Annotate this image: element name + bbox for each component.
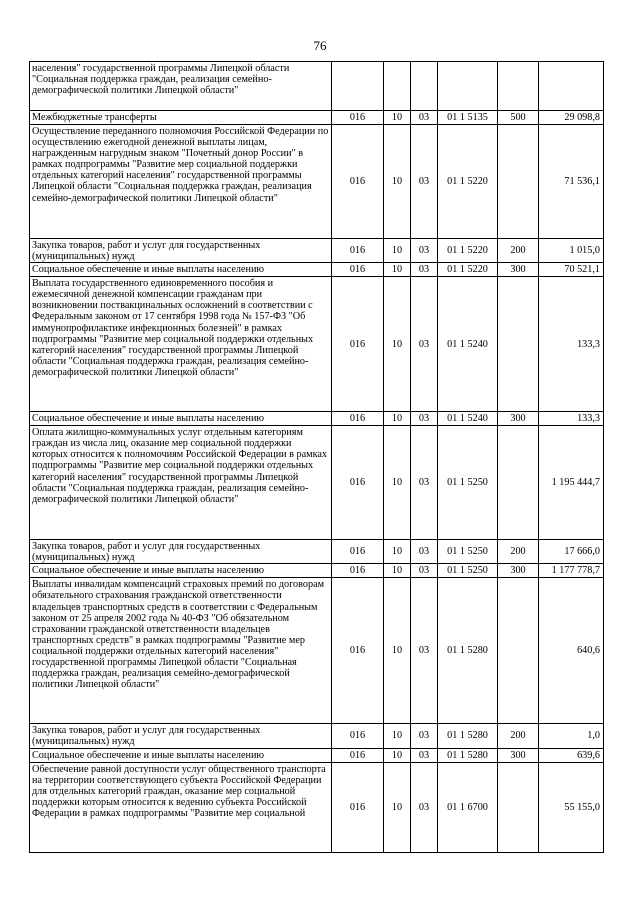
table-row (30, 412, 604, 426)
amount-cell: 1 195 444,7 (539, 426, 604, 540)
target-article-cell: 01 1 5250 (438, 540, 498, 564)
expense-type-cell (498, 62, 539, 111)
table-row (30, 724, 604, 748)
target-article-cell: 01 1 5250 (438, 426, 498, 540)
expense-type-cell: 300 (498, 564, 539, 578)
expense-type-cell (498, 277, 539, 412)
section-code-cell: 10 (384, 564, 411, 578)
target-article-cell: 01 1 5280 (438, 748, 498, 762)
section-code-cell: 10 (384, 263, 411, 277)
section-code-cell: 10 (384, 426, 411, 540)
table-row (30, 62, 604, 111)
table-row (30, 564, 604, 578)
expense-type-cell: 200 (498, 540, 539, 564)
row-name-cell: Социальное обеспечение и иные выплаты населению (30, 412, 332, 426)
table-row (30, 111, 604, 125)
row-name-cell: населения" государственной программы Липецкой области "Социальная поддержка граждан, реализация семейно-демографической политики Липецкой области" (30, 62, 332, 111)
table-row (30, 125, 604, 239)
ministry-code-cell: 016 (332, 564, 384, 578)
section-code-cell (384, 62, 411, 111)
row-name-cell: Социальное обеспечение и иные выплаты населению (30, 748, 332, 762)
subsection-code-cell: 03 (411, 762, 438, 852)
section-code-cell: 10 (384, 277, 411, 412)
amount-cell: 1 177 778,7 (539, 564, 604, 578)
row-name-cell: Закупка товаров, работ и услуг для государственных (муниципальных) нужд (30, 540, 332, 564)
ministry-code-cell (332, 62, 384, 111)
ministry-code-cell: 016 (332, 111, 384, 125)
ministry-code-cell: 016 (332, 540, 384, 564)
target-article-cell: 01 1 5220 (438, 125, 498, 239)
ministry-code-cell: 016 (332, 748, 384, 762)
table-row (30, 540, 604, 564)
expense-type-cell (498, 125, 539, 239)
subsection-code-cell: 03 (411, 125, 438, 239)
row-name-cell: Оплата жилищно-коммунальных услуг отдельным категориям граждан из числа лиц, оказание мер социальной поддержки которых относится к полномочиям Российской Федерации в рамках подпрограммы "Развитие мер социальной поддержки отдельных категорий населения" государственной программы Липецкой области "Социальная поддержка граждан, реализация семейно-демографической политики Липецкой области" (30, 426, 332, 540)
section-code-cell: 10 (384, 748, 411, 762)
subsection-code-cell: 03 (411, 412, 438, 426)
ministry-code-cell: 016 (332, 762, 384, 852)
target-article-cell: 01 1 5240 (438, 277, 498, 412)
ministry-code-cell: 016 (332, 578, 384, 724)
table-row (30, 578, 604, 724)
ministry-code-cell: 016 (332, 239, 384, 263)
expense-type-cell (498, 426, 539, 540)
row-name-cell: Межбюджетные трансферты (30, 111, 332, 125)
target-article-cell: 01 1 5280 (438, 578, 498, 724)
table-row (30, 277, 604, 412)
row-name-cell: Закупка товаров, работ и услуг для государственных (муниципальных) нужд (30, 239, 332, 263)
subsection-code-cell (411, 62, 438, 111)
ministry-code-cell: 016 (332, 277, 384, 412)
amount-cell: 17 666,0 (539, 540, 604, 564)
target-article-cell: 01 1 5240 (438, 412, 498, 426)
section-code-cell: 10 (384, 125, 411, 239)
amount-cell: 1,0 (539, 724, 604, 748)
expense-type-cell (498, 762, 539, 852)
target-article-cell: 01 1 5135 (438, 111, 498, 125)
subsection-code-cell: 03 (411, 239, 438, 263)
amount-cell: 70 521,1 (539, 263, 604, 277)
expense-type-cell: 300 (498, 263, 539, 277)
expense-type-cell: 300 (498, 412, 539, 426)
amount-cell: 1 015,0 (539, 239, 604, 263)
table-row (30, 762, 604, 852)
ministry-code-cell: 016 (332, 724, 384, 748)
subsection-code-cell: 03 (411, 277, 438, 412)
target-article-cell: 01 1 5220 (438, 263, 498, 277)
ministry-code-cell: 016 (332, 263, 384, 277)
row-name-cell: Выплата государственного единовременного пособия и ежемесячной денежной компенсации гражданам при возникновении поствакцинальных осложнений в соответствии с Федеральным законом от 17 сентября 1998 года № 157-ФЗ "Об иммунопрофилактике инфекционных болезней" в рамках подпрограммы "Развитие мер социальной поддержки отдельных категорий населения" государственной программы Липецкой области "Социальная поддержка граждан, реализация семейно-демографической политики Липецкой области" (30, 277, 332, 412)
table-row (30, 426, 604, 540)
expense-type-cell (498, 578, 539, 724)
amount-cell: 133,3 (539, 412, 604, 426)
subsection-code-cell: 03 (411, 111, 438, 125)
row-name-cell: Социальное обеспечение и иные выплаты населению (30, 564, 332, 578)
subsection-code-cell: 03 (411, 564, 438, 578)
expense-type-cell: 300 (498, 748, 539, 762)
subsection-code-cell: 03 (411, 724, 438, 748)
row-name-cell: Осуществление переданного полномочия Российской Федерации по осуществлению ежегодной денежной выплаты лицам, награжденным нагрудным знаком "Почетный донор России" в рамках подпрограммы "Развитие мер социальной поддержки отдельных категорий населения" государственной программы Липецкой области "Социальная поддержка граждан, реализация семейно-демографической политики Липецкой области" (30, 125, 332, 239)
row-name-cell: Обеспечение равной доступности услуг общественного транспорта на территории соответствующего субъекта Российской Федерации для отдельных категорий граждан, оказание мер социальной поддержки которым относится к ведению субъекта Российской Федерации в рамках подпрограммы "Развитие мер социальной (30, 762, 332, 852)
amount-cell: 639,6 (539, 748, 604, 762)
target-article-cell: 01 1 5220 (438, 239, 498, 263)
subsection-code-cell: 03 (411, 748, 438, 762)
target-article-cell (438, 62, 498, 111)
row-name-cell: Социальное обеспечение и иные выплаты населению (30, 263, 332, 277)
expense-type-cell: 200 (498, 239, 539, 263)
expense-type-cell: 500 (498, 111, 539, 125)
ministry-code-cell: 016 (332, 125, 384, 239)
section-code-cell: 10 (384, 111, 411, 125)
target-article-cell: 01 1 6700 (438, 762, 498, 852)
amount-cell: 71 536,1 (539, 125, 604, 239)
subsection-code-cell: 03 (411, 263, 438, 277)
row-name-cell: Выплаты инвалидам компенсаций страховых премий по договорам обязательного страхования гражданской ответственности владельцев транспортных средств в соответствии с Федеральным законом от 25 апреля 2002 года № 40-ФЗ "Об обязательном страховании гражданской ответственности владельцев транспортных средств" в рамках подпрограммы "Развитие мер социальной поддержки отдельных категорий населения" государственной программы Липецкой области "Социальная поддержка граждан, реализация семейно-демографической политики Липецкой области" (30, 578, 332, 724)
amount-cell: 55 155,0 (539, 762, 604, 852)
section-code-cell: 10 (384, 762, 411, 852)
section-code-cell: 10 (384, 578, 411, 724)
section-code-cell: 10 (384, 239, 411, 263)
table-row (30, 239, 604, 263)
subsection-code-cell: 03 (411, 426, 438, 540)
target-article-cell: 01 1 5280 (438, 724, 498, 748)
amount-cell: 29 098,8 (539, 111, 604, 125)
page-number: 76 (313, 38, 327, 53)
row-name-cell: Закупка товаров, работ и услуг для государственных (муниципальных) нужд (30, 724, 332, 748)
amount-cell: 640,6 (539, 578, 604, 724)
expense-type-cell: 200 (498, 724, 539, 748)
subsection-code-cell: 03 (411, 578, 438, 724)
subsection-code-cell: 03 (411, 540, 438, 564)
ministry-code-cell: 016 (332, 412, 384, 426)
budget-table (29, 61, 604, 853)
amount-cell: 133,3 (539, 277, 604, 412)
table-row (30, 748, 604, 762)
table-row (30, 263, 604, 277)
section-code-cell: 10 (384, 412, 411, 426)
ministry-code-cell: 016 (332, 426, 384, 540)
target-article-cell: 01 1 5250 (438, 564, 498, 578)
section-code-cell: 10 (384, 724, 411, 748)
section-code-cell: 10 (384, 540, 411, 564)
amount-cell (539, 62, 604, 111)
